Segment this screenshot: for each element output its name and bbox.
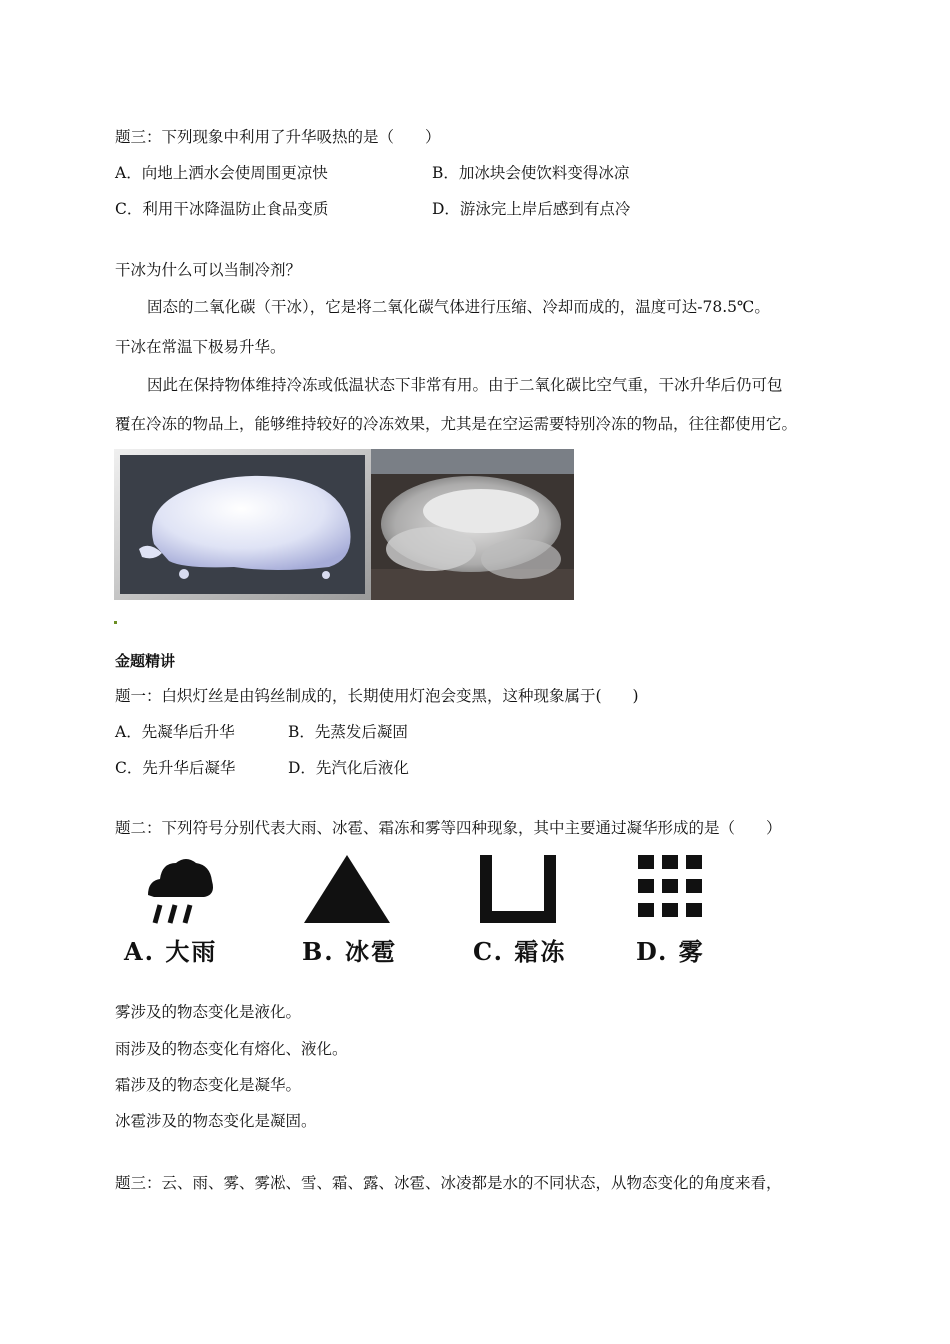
stray-mark <box>114 621 117 624</box>
hail-icon <box>302 853 392 929</box>
note-fog: 雾涉及的物态变化是液化。 <box>115 1003 302 1021</box>
frost-icon <box>478 853 558 929</box>
section-title: 金题精讲 <box>115 652 176 670</box>
symbol-label-b: B. 冰雹 <box>302 937 397 966</box>
reading-paragraph-2-line-2: 覆在冷冻的物品上，能够维持较好的冷冻效果，尤其是在空运需要特别冷冻的物品，往往都使用它。 <box>115 415 798 433</box>
question-1-option-b: B．先蒸发后凝固 <box>288 723 408 741</box>
note-hail: 冰雹涉及的物态变化是凝固。 <box>115 1112 317 1130</box>
question-3-option-a: A．向地上洒水会使周围更凉快 <box>115 164 328 182</box>
symbol-label-d: D. 雾 <box>636 937 705 966</box>
question-2-text: 题二：下列符号分别代表大雨、冰雹、霜冻和雾等四种现象，其中主要通过凝华形成的是（ ） <box>115 819 782 837</box>
fog-icon <box>638 853 704 923</box>
symbol-label-c: C. 霜冻 <box>473 937 567 966</box>
reading-paragraph-1-line-2: 干冰在常温下极易升华。 <box>115 338 286 356</box>
dry-ice-photo <box>114 449 371 600</box>
reading-paragraph-2-line-1: 因此在保持物体维持冷冻或低温状态下非常有用。由于二氧化碳比空气重，干冰升华后仍可包 <box>147 376 783 394</box>
note-rain: 雨涉及的物态变化有熔化、液化。 <box>115 1040 348 1058</box>
question-1-option-c: C．先升华后凝华 <box>115 759 236 777</box>
reading-heading: 干冰为什么可以当制冷剂？ <box>115 261 302 279</box>
question-3b-text: 题三：云、雨、雾、雾凇、雪、霜、露、冰雹、冰凌都是水的不同状态，从物态变化的角度来看， <box>115 1174 782 1192</box>
symbol-label-a: A. 大雨 <box>124 937 218 966</box>
question-1-option-d: D．先汽化后液化 <box>288 759 409 777</box>
question-3-option-b: B．加冰块会使饮料变得冰凉 <box>432 164 630 182</box>
question-1-text: 题一：白炽灯丝是由钨丝制成的，长期使用灯泡会变黑，这种现象属于( ) <box>115 687 639 705</box>
question-1-option-a: A．先凝华后升华 <box>115 723 235 741</box>
question-3-option-c: C．利用干冰降温防止食品变质 <box>115 200 329 218</box>
question-3-option-d: D．游泳完上岸后感到有点冷 <box>432 200 631 218</box>
heavy-rain-icon <box>144 853 218 931</box>
question-3-text: 题三：下列现象中利用了升华吸热的是（ ） <box>115 128 441 146</box>
dry-ice-fog-photo <box>371 449 574 600</box>
note-frost: 霜涉及的物态变化是凝华。 <box>115 1076 302 1094</box>
reading-paragraph-1-line-1: 固态的二氧化碳（干冰），它是将二氧化碳气体进行压缩、冷却而成的，温度可达-78.5℃。 <box>147 298 770 316</box>
